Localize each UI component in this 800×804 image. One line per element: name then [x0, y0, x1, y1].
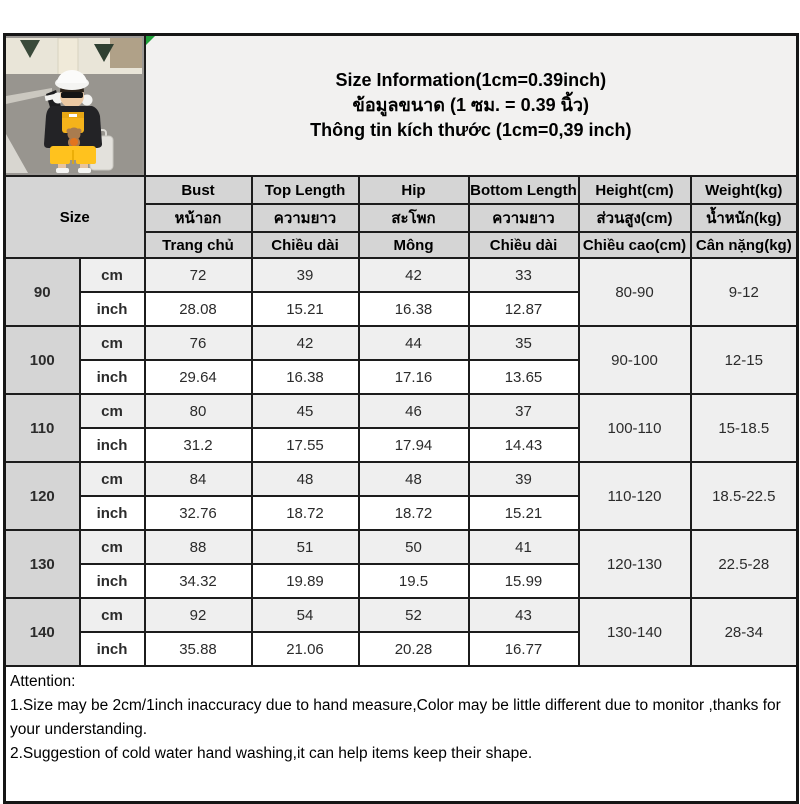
bust-inch: 31.2: [145, 428, 252, 462]
col-header-weight-en: Weight(kg): [691, 176, 798, 204]
size-chart-sheet: [3, 33, 796, 804]
top-length-cm: 54: [252, 598, 359, 632]
attention-note: [5, 666, 798, 803]
hip-cm: 44: [359, 326, 469, 360]
header-row-english: [5, 176, 798, 204]
weight-range: 9-12: [691, 258, 798, 326]
size-value: 130: [5, 530, 80, 598]
weight-range: 18.5-22.5: [691, 462, 798, 530]
bust-cm: 88: [145, 530, 252, 564]
unit-cm-label: cm: [80, 326, 145, 360]
unit-inch-label: inch: [80, 496, 145, 530]
table-row-100-cm: [5, 326, 798, 360]
table-row-90-cm: [5, 258, 798, 292]
col-header-hip-en: Hip: [359, 176, 469, 204]
title-thai: ข้อมูลขนาด (1 ซม. = 0.39 นิ้ว): [352, 95, 590, 115]
bust-inch: 28.08: [145, 292, 252, 326]
col-header-bottom-length-th: ความยาว: [469, 204, 579, 232]
hip-inch: 17.16: [359, 360, 469, 394]
bust-inch: 29.64: [145, 360, 252, 394]
unit-inch-label: inch: [80, 292, 145, 326]
hip-inch: 19.5: [359, 564, 469, 598]
title-english: Size Information(1cm=0.39inch): [335, 70, 607, 90]
hip-cm: 52: [359, 598, 469, 632]
height-range: 120-130: [579, 530, 691, 598]
unit-cm-label: cm: [80, 598, 145, 632]
bust-cm: 72: [145, 258, 252, 292]
col-header-height-en: Height(cm): [579, 176, 691, 204]
top-length-inch: 18.72: [252, 496, 359, 530]
bust-inch: 32.76: [145, 496, 252, 530]
hip-inch: 16.38: [359, 292, 469, 326]
bottom-length-inch: 13.65: [469, 360, 579, 394]
title-vietnamese: Thông tin kích thước (1cm=0,39 inch): [310, 120, 632, 140]
size-value: 110: [5, 394, 80, 462]
bottom-length-cm: 37: [469, 394, 579, 428]
product-photo-art: [6, 38, 142, 173]
hip-inch: 18.72: [359, 496, 469, 530]
top-row: [5, 35, 798, 177]
unit-cm-label: cm: [80, 462, 145, 496]
top-length-inch: 21.06: [252, 632, 359, 666]
bust-cm: 92: [145, 598, 252, 632]
col-header-hip-th: สะโพก: [359, 204, 469, 232]
col-header-top-length-vi: Chiều dài: [252, 232, 359, 258]
title-block: [145, 35, 798, 177]
unit-cm-label: cm: [80, 394, 145, 428]
unit-cm-label: cm: [80, 258, 145, 292]
top-length-cm: 39: [252, 258, 359, 292]
top-length-cm: 42: [252, 326, 359, 360]
height-range: 100-110: [579, 394, 691, 462]
size-value: 140: [5, 598, 80, 666]
size-column-header: Size: [5, 176, 145, 258]
size-value: 120: [5, 462, 80, 530]
top-length-inch: 16.38: [252, 360, 359, 394]
weight-range: 28-34: [691, 598, 798, 666]
size-table: [3, 33, 799, 804]
bottom-length-inch: 15.99: [469, 564, 579, 598]
hip-cm: 42: [359, 258, 469, 292]
col-header-height-th: ส่วนสูง(cm): [579, 204, 691, 232]
bottom-length-cm: 33: [469, 258, 579, 292]
attention-line-1: 1.Size may be 2cm/1inch inaccuracy due to hand measure,Color may be little different due to monitor ,thanks for your understanding.: [10, 697, 781, 738]
top-length-inch: 19.89: [252, 564, 359, 598]
col-header-bust-en: Bust: [145, 176, 252, 204]
height-range: 80-90: [579, 258, 691, 326]
attention-heading: Attention:: [10, 673, 76, 690]
col-header-top-length-th: ความยาว: [252, 204, 359, 232]
hip-cm: 48: [359, 462, 469, 496]
attention-row: [5, 666, 798, 803]
bottom-length-cm: 35: [469, 326, 579, 360]
bust-inch: 35.88: [145, 632, 252, 666]
top-length-cm: 45: [252, 394, 359, 428]
unit-cm-label: cm: [80, 530, 145, 564]
unit-inch-label: inch: [80, 564, 145, 598]
table-row-120-cm: [5, 462, 798, 496]
bottom-length-cm: 41: [469, 530, 579, 564]
size-value: 90: [5, 258, 80, 326]
weight-range: 15-18.5: [691, 394, 798, 462]
cell-corner-marker-icon: [146, 36, 155, 45]
top-length-cm: 48: [252, 462, 359, 496]
col-header-bust-th: หน้าอก: [145, 204, 252, 232]
weight-range: 12-15: [691, 326, 798, 394]
top-length-inch: 17.55: [252, 428, 359, 462]
col-header-hip-vi: Mông: [359, 232, 469, 258]
unit-inch-label: inch: [80, 428, 145, 462]
bottom-length-inch: 16.77: [469, 632, 579, 666]
height-range: 130-140: [579, 598, 691, 666]
table-row-110-cm: [5, 394, 798, 428]
hip-cm: 50: [359, 530, 469, 564]
product-photo: [5, 35, 145, 177]
top-length-inch: 15.21: [252, 292, 359, 326]
bottom-length-cm: 39: [469, 462, 579, 496]
col-header-weight-vi: Cân nặng(kg): [691, 232, 798, 258]
weight-range: 22.5-28: [691, 530, 798, 598]
bottom-length-cm: 43: [469, 598, 579, 632]
size-value: 100: [5, 326, 80, 394]
bottom-length-inch: 15.21: [469, 496, 579, 530]
bust-cm: 80: [145, 394, 252, 428]
col-header-bottom-length-en: Bottom Length: [469, 176, 579, 204]
height-range: 90-100: [579, 326, 691, 394]
unit-inch-label: inch: [80, 632, 145, 666]
attention-line-2: 2.Suggestion of cold water hand washing,it can help items keep their shape.: [10, 745, 533, 762]
bust-cm: 84: [145, 462, 252, 496]
top-length-cm: 51: [252, 530, 359, 564]
bust-inch: 34.32: [145, 564, 252, 598]
col-header-bust-vi: Trang chủ: [145, 232, 252, 258]
hip-cm: 46: [359, 394, 469, 428]
bottom-length-inch: 12.87: [469, 292, 579, 326]
table-row-140-cm: [5, 598, 798, 632]
col-header-height-vi: Chiều cao(cm): [579, 232, 691, 258]
col-header-weight-th: น้ำหนัก(kg): [691, 204, 798, 232]
table-row-130-cm: [5, 530, 798, 564]
height-range: 110-120: [579, 462, 691, 530]
hip-inch: 17.94: [359, 428, 469, 462]
col-header-top-length-en: Top Length: [252, 176, 359, 204]
bust-cm: 76: [145, 326, 252, 360]
col-header-bottom-length-vi: Chiều dài: [469, 232, 579, 258]
bottom-length-inch: 14.43: [469, 428, 579, 462]
hip-inch: 20.28: [359, 632, 469, 666]
unit-inch-label: inch: [80, 360, 145, 394]
